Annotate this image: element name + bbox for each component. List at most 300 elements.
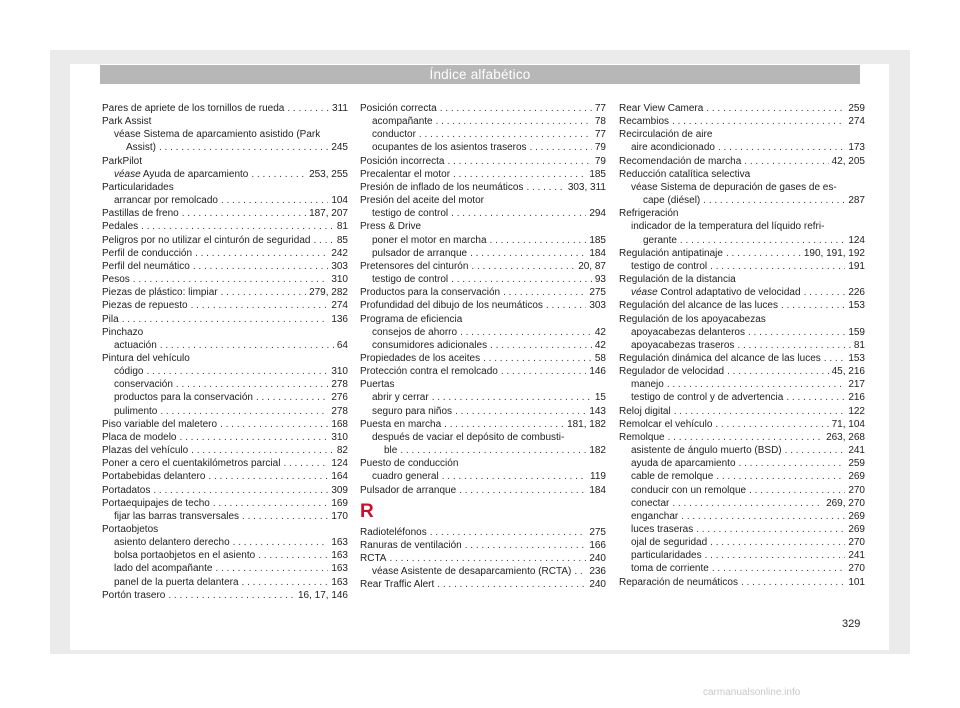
- page-reference: 276: [331, 392, 348, 404]
- index-entry: [360, 365, 606, 378]
- page-reference: 136: [331, 313, 348, 325]
- entry-term: Rear View Camera: [619, 103, 704, 114]
- dot-leader: [706, 102, 845, 115]
- page-reference: 274: [848, 116, 865, 128]
- page-reference: 310: [331, 431, 348, 443]
- dot-leader: [146, 365, 328, 378]
- dot-leader: [451, 273, 592, 286]
- entry-term: Rear Traffic Alert: [360, 579, 435, 591]
- index-subentry: [619, 510, 865, 523]
- index-entry: [360, 155, 606, 168]
- index-subentry: [102, 549, 348, 562]
- entry-term: Recambios: [619, 116, 670, 128]
- entry-term: Recomendación de marcha: [619, 155, 742, 167]
- index-subentry: [619, 326, 865, 339]
- index-subentry: [619, 457, 865, 470]
- entry-term: seguro para niños: [372, 405, 453, 417]
- index-subentry: [619, 286, 865, 299]
- index-entry: Programa de eficiencia: [360, 313, 463, 325]
- page-reference: 303: [331, 260, 348, 272]
- dot-leader: [440, 102, 592, 115]
- entry-term: Presión de inflado de los neumáticos: [360, 181, 524, 193]
- page-reference: 153: [848, 352, 865, 364]
- entry-term: poner el motor en marcha: [372, 234, 487, 246]
- dot-leader: [672, 115, 845, 128]
- entry-term: cable de remolque: [631, 471, 714, 483]
- index-subentry: [360, 326, 606, 339]
- dot-leader: [749, 484, 845, 497]
- index-subentry: [619, 536, 865, 549]
- index-subentry: indicador de la temperatura del líquido refri-: [631, 221, 825, 233]
- index-entry: [102, 102, 348, 115]
- dot-leader: [748, 326, 845, 339]
- index-subentry: [102, 405, 348, 418]
- dot-leader: [215, 562, 328, 575]
- dot-leader: [159, 141, 328, 154]
- page-reference: 64: [336, 339, 348, 351]
- dot-leader: [213, 497, 328, 510]
- index-entry: [619, 431, 865, 444]
- entry-term: Placa de modelo: [102, 431, 177, 443]
- index-subentry: [102, 378, 348, 391]
- index-subentry: [360, 391, 606, 404]
- page-reference: 270: [848, 537, 865, 549]
- index-subentry: [360, 128, 606, 141]
- index-letter-heading: R: [360, 500, 374, 522]
- dot-leader: [287, 102, 329, 115]
- dot-leader: [712, 562, 845, 575]
- index-entry: [360, 299, 606, 312]
- page-reference: 16, 17, 146: [297, 589, 348, 601]
- index-entry: [619, 418, 865, 431]
- entry-term: Remolcar el vehículo: [619, 418, 713, 430]
- index-entry: [619, 576, 865, 589]
- dot-leader: [804, 286, 846, 299]
- page-reference: 226: [848, 287, 865, 299]
- index-entry: [619, 405, 865, 418]
- index-entry: [619, 115, 865, 128]
- dot-leader: [453, 168, 586, 181]
- index-column-2: [360, 102, 606, 591]
- entry-term: Poner a cero el cuentakilómetros parcial: [102, 458, 281, 470]
- dot-leader: [459, 484, 586, 497]
- dot-leader: [785, 444, 846, 457]
- dot-leader: [715, 418, 828, 431]
- index-subentry: [619, 378, 865, 391]
- index-entry: [360, 552, 606, 565]
- entry-term: manejo: [631, 379, 664, 391]
- entry-term: conectar: [631, 497, 670, 509]
- page-reference: 20, 87: [578, 260, 606, 272]
- index-entry: [102, 299, 348, 312]
- entry-term: Plazas del vehículo: [102, 445, 189, 457]
- dot-leader: [221, 286, 306, 299]
- index-subentry: [619, 444, 865, 457]
- dot-leader: [451, 207, 586, 220]
- dot-leader: [781, 299, 845, 312]
- index-subentry: [102, 194, 348, 207]
- entry-term: ocupantes de los asientos traseros: [372, 142, 527, 154]
- entry-term: acompañante: [372, 116, 433, 128]
- index-entry: [360, 484, 606, 497]
- page-reference: 15: [594, 392, 606, 404]
- see-target: Control adaptativo de velocidad: [657, 287, 801, 299]
- page-reference: 185: [589, 234, 606, 246]
- see-reference: véase: [114, 168, 141, 180]
- page-reference: 294: [589, 208, 606, 220]
- page-reference: 163: [331, 550, 348, 562]
- page-reference: 270: [848, 563, 865, 575]
- entry-term: Posición incorrecta: [360, 155, 445, 167]
- index-entry: [360, 578, 606, 591]
- entry-term: conducir con un remolque: [631, 484, 747, 496]
- entry-term: Reloj digital: [619, 405, 671, 417]
- index-entry: [360, 260, 606, 273]
- page-reference: 269, 270: [826, 497, 865, 509]
- page-number: 329: [842, 618, 861, 630]
- page-reference: 185: [589, 168, 606, 180]
- index-entry: [102, 260, 348, 273]
- index-subentry: [360, 405, 606, 418]
- index-entry: [619, 352, 865, 365]
- dot-leader: [430, 526, 587, 539]
- page-reference: 216: [848, 392, 865, 404]
- entry-term: productos para la conservación: [114, 392, 253, 404]
- entry-term: conservación: [114, 379, 173, 391]
- page-reference: 78: [594, 116, 606, 128]
- dot-leader: [233, 536, 329, 549]
- index-entry: [102, 484, 348, 497]
- dot-leader: [242, 510, 328, 523]
- page-reference: 77: [594, 129, 606, 141]
- page-reference: 77: [594, 103, 606, 114]
- page-reference: 81: [853, 339, 865, 351]
- dot-leader: [153, 484, 328, 497]
- dot-leader: [195, 247, 328, 260]
- index-subentry: [360, 234, 606, 247]
- page-reference: 309: [331, 484, 348, 496]
- entry-term: enganchar: [631, 510, 679, 522]
- entry-term: [631, 286, 801, 299]
- entry-term: Pastillas de freno: [102, 208, 179, 220]
- dot-leader: [726, 247, 801, 260]
- entry-term: Posición correcta: [360, 103, 437, 114]
- entry-term: Regulador de velocidad: [619, 366, 725, 378]
- index-entry: [102, 207, 348, 220]
- dot-leader: [419, 128, 592, 141]
- entry-term: bolsa portaobjetos en el asiento: [114, 550, 256, 562]
- page-reference: 45, 216: [831, 366, 865, 378]
- entry-term: Portadatos: [102, 484, 151, 496]
- dot-leader: [470, 247, 586, 260]
- entry-term: Portaequipajes de techo: [102, 497, 210, 509]
- page-reference: 303, 311: [567, 181, 606, 193]
- dot-leader: [256, 391, 328, 404]
- index-subentry: [360, 247, 606, 260]
- dot-leader: [437, 578, 586, 591]
- page-reference: 71, 104: [831, 418, 865, 430]
- index-entry: [619, 299, 865, 312]
- page-reference: 240: [589, 553, 606, 564]
- dot-leader: [741, 576, 845, 589]
- entry-term: ayuda de aparcamiento: [631, 458, 736, 470]
- index-subentry: [102, 510, 348, 523]
- page-reference: 143: [589, 405, 606, 417]
- index-subentry: véase Sistema de aparcamiento asistido (Park: [114, 129, 321, 141]
- dot-leader: [208, 470, 328, 483]
- entry-term: toma de corriente: [631, 563, 709, 575]
- index-entry: Presión del aceite del motor: [360, 195, 484, 207]
- page-header: Índice alfabético: [100, 65, 860, 84]
- dot-leader: [710, 260, 845, 273]
- index-subentry: [619, 234, 865, 247]
- page-reference: 275: [589, 526, 606, 538]
- dot-leader: [824, 352, 846, 365]
- page-reference: 190, 191, 192: [803, 247, 865, 259]
- page-reference: 241: [848, 445, 865, 457]
- index-subentry: [619, 549, 865, 562]
- entry-term: Pila: [102, 313, 119, 325]
- index-entry: Press & Drive: [360, 221, 422, 233]
- entry-term: aire acondicionado: [631, 142, 715, 154]
- entry-term: Perfil del neumático: [102, 260, 190, 272]
- page-reference: 81: [336, 221, 348, 233]
- dot-leader: [696, 523, 845, 536]
- index-subentry: [102, 562, 348, 575]
- entry-term: testigo de control y de advertencia: [631, 392, 784, 404]
- dot-leader: [432, 391, 592, 404]
- index-entry: Refrigeración: [619, 208, 679, 220]
- page-reference: 181, 182: [567, 418, 606, 430]
- page-reference: 170: [331, 510, 348, 522]
- page-reference: 182: [589, 445, 606, 457]
- index-subentry: [102, 576, 348, 589]
- index-subentry: [619, 194, 865, 207]
- index-entry: [360, 168, 606, 181]
- page-reference: 274: [331, 300, 348, 312]
- index-subentry: [619, 141, 865, 154]
- entry-term: Pedales: [102, 221, 139, 233]
- page-reference: 242: [331, 247, 348, 259]
- index-subentry: [102, 339, 348, 352]
- page-reference: 79: [594, 155, 606, 167]
- page-reference: 42, 205: [831, 155, 865, 167]
- entry-term: luces traseras: [631, 524, 694, 535]
- dot-leader: [191, 444, 334, 457]
- dot-leader: [667, 378, 846, 391]
- index-subentry: [360, 565, 606, 578]
- index-entry: Recirculación de aire: [619, 129, 713, 141]
- index-entry: [102, 497, 348, 510]
- page-reference: 217: [848, 379, 865, 391]
- page-reference: 278: [331, 405, 348, 417]
- dot-leader: [400, 444, 586, 457]
- page-reference: 82: [336, 445, 348, 457]
- dot-leader: [193, 260, 328, 273]
- entry-term: Assist): [126, 142, 156, 154]
- page-reference: 259: [848, 458, 865, 470]
- index-column-1: [102, 102, 348, 602]
- dot-leader: [526, 181, 564, 194]
- entry-term: Piezas de repuesto: [102, 300, 188, 312]
- entry-term: gerante: [643, 234, 677, 246]
- watermark: carmanualsonline.info: [703, 687, 801, 698]
- index-column-3: [619, 102, 865, 589]
- index-subentry: [102, 391, 348, 404]
- page-reference: 159: [848, 326, 865, 338]
- page-reference: 101: [848, 576, 865, 588]
- dot-leader: [160, 339, 334, 352]
- entry-term: arrancar por remolcado: [114, 195, 218, 207]
- index-entry: [102, 418, 348, 431]
- page-reference: 269: [848, 524, 865, 535]
- entry-term: Pesos: [102, 274, 130, 286]
- page-reference: 58: [594, 352, 606, 364]
- page-reference: 184: [589, 484, 606, 496]
- index-entry: Regulación de los apoyacabezas: [619, 313, 766, 325]
- entry-term: lado del acompañante: [114, 563, 213, 575]
- index-entry: [102, 470, 348, 483]
- page-reference: 122: [848, 405, 865, 417]
- dot-leader: [141, 220, 334, 233]
- entry-term: panel de la puerta delantera: [114, 576, 239, 588]
- entry-term: Perfil de conducción: [102, 247, 193, 259]
- entry-term: Piso variable del maletero: [102, 418, 218, 430]
- index-entry: [619, 365, 865, 378]
- entry-term: testigo de control: [631, 260, 708, 272]
- page-reference: 240: [589, 579, 606, 591]
- dot-leader: [447, 155, 591, 168]
- see-target: Ayuda de aparcamiento: [140, 168, 249, 180]
- page-reference: 124: [331, 458, 348, 470]
- entry-term: consumidores adicionales: [372, 339, 488, 351]
- dot-leader: [727, 365, 829, 378]
- index-subentry: [619, 497, 865, 510]
- index-subentry: [102, 536, 348, 549]
- entry-term: apoyacabezas delanteros: [631, 326, 745, 338]
- entry-term: Profundidad del dibujo de los neumáticos: [360, 300, 543, 312]
- index-entry: [360, 286, 606, 299]
- entry-term: véase Asistente de desaparcamiento (RCTA): [372, 566, 572, 578]
- dot-leader: [221, 194, 328, 207]
- entry-term: ojal de seguridad: [631, 537, 708, 549]
- dot-leader: [680, 234, 845, 247]
- page-reference: 253, 255: [309, 168, 348, 180]
- page-reference: 310: [331, 366, 348, 378]
- entry-term: particularidades: [631, 550, 702, 562]
- index-subentry: [360, 470, 606, 483]
- index-entry: Reducción catalítica selectiva: [619, 168, 751, 180]
- index-subentry: [360, 207, 606, 220]
- index-entry: Pintura del vehículo: [102, 352, 190, 364]
- dot-leader: [703, 194, 845, 207]
- index-entry: [102, 286, 348, 299]
- entry-term: pulsador de arranque: [372, 247, 468, 259]
- entry-term: Portabebidas delantero: [102, 471, 206, 483]
- dot-leader: [251, 168, 306, 181]
- page-reference: 104: [331, 195, 348, 207]
- index-subentry: [360, 141, 606, 154]
- page-reference: 153: [848, 300, 865, 312]
- entry-term: Regulación antipatinaje: [619, 247, 723, 259]
- index-subentry: [102, 168, 348, 181]
- index-entry: [102, 247, 348, 260]
- entry-term: testigo de control: [372, 208, 449, 220]
- dot-leader: [490, 339, 592, 352]
- page-reference: 269: [848, 510, 865, 522]
- page-reference: 166: [589, 539, 606, 551]
- index-entry: ParkPilot: [102, 155, 143, 167]
- dot-leader: [739, 457, 846, 470]
- index-subentry: [360, 339, 606, 352]
- index-subentry: [360, 273, 606, 286]
- page-reference: 310: [331, 274, 348, 286]
- entry-term: ble: [384, 445, 398, 457]
- page-reference: 169: [331, 497, 348, 509]
- entry-term: Puesta en marcha: [360, 418, 442, 430]
- dot-leader: [389, 552, 586, 565]
- page-reference: 173: [848, 142, 865, 154]
- entry-term: Portón trasero: [102, 589, 166, 601]
- page-reference: 79: [594, 142, 606, 154]
- index-entry: Particularidades: [102, 181, 174, 193]
- index-entry: [102, 444, 348, 457]
- dot-leader: [460, 326, 592, 339]
- index-entry: [102, 313, 348, 326]
- page-reference: 287: [848, 195, 865, 207]
- index-subentry: [619, 562, 865, 575]
- entry-term: Precalentar el motor: [360, 168, 451, 180]
- page-reference: 163: [331, 576, 348, 588]
- dot-leader: [710, 536, 845, 549]
- page-reference: 303: [589, 300, 606, 312]
- entry-term: abrir y cerrar: [372, 392, 429, 404]
- index-entry: Portaobjetos: [102, 524, 159, 535]
- entry-term: asiento delantero derecho: [114, 537, 230, 549]
- index-subentry: véase Sistema de depuración de gases de es-: [631, 181, 837, 193]
- entry-term: asistente de ángulo muerto (BSD): [631, 445, 782, 457]
- index-entry: Regulación de la distancia: [619, 274, 736, 286]
- index-subentry: [619, 339, 865, 352]
- dot-leader: [471, 260, 575, 273]
- dot-leader: [442, 470, 587, 483]
- page-reference: 191: [848, 260, 865, 272]
- index-subentry: [619, 484, 865, 497]
- entry-term: Peligros por no utilizar el cinturón de seguridad: [102, 234, 311, 246]
- dot-leader: [705, 549, 846, 562]
- entry-term: consejos de ahorro: [372, 326, 458, 338]
- index-entry: [619, 102, 865, 115]
- entry-term: Remolque: [619, 431, 665, 443]
- entry-term: Radioteléfonos: [360, 526, 427, 538]
- page-reference: 278: [331, 379, 348, 391]
- entry-term: código: [114, 366, 144, 378]
- page-reference: 187, 207: [309, 208, 348, 220]
- entry-term: Pretensores del cinturón: [360, 260, 469, 272]
- entry-term: Piezas de plástico: limpiar: [102, 287, 218, 299]
- dot-leader: [168, 589, 295, 602]
- dot-leader: [122, 313, 329, 326]
- dot-leader: [191, 299, 329, 312]
- page-reference: 93: [594, 274, 606, 286]
- page-reference: 124: [848, 234, 865, 246]
- page-reference: 85: [336, 234, 348, 246]
- page-reference: 164: [331, 471, 348, 483]
- entry-term: fijar las barras transversales: [114, 510, 240, 522]
- entry-term: Regulación del alcance de las luces: [619, 300, 778, 312]
- dot-leader: [258, 549, 328, 562]
- dot-leader: [242, 576, 329, 589]
